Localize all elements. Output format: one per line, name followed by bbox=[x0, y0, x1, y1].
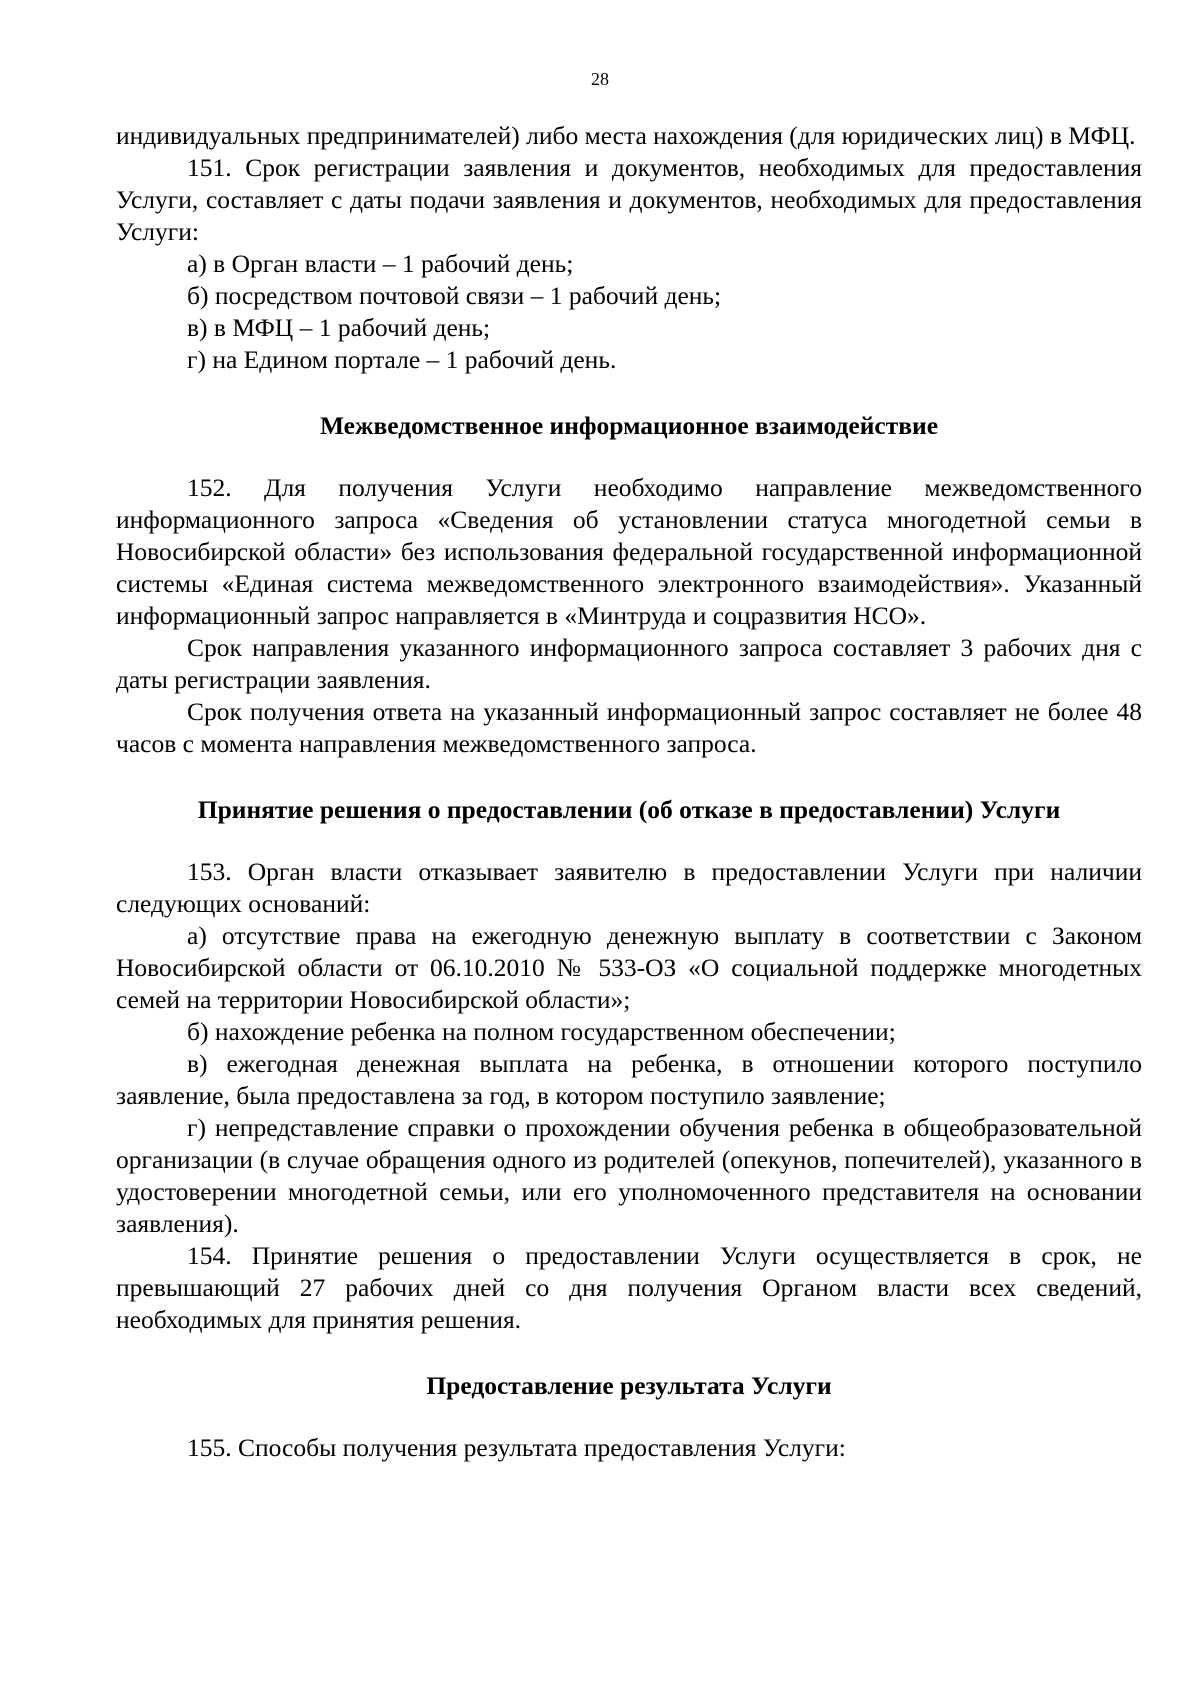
section-heading-decision: Принятие решения о предоставлении (об отказе в предоставлении) Услуги bbox=[197, 795, 1061, 824]
section-heading-interagency: Межведомственное информационное взаимодействие bbox=[319, 411, 939, 440]
paragraph-151: 151. Срок регистрации заявления и документов, необходимых для предоставления Услуги, составляет с даты подачи заявления и документов, необходимых для предоставления Услуги: bbox=[116, 153, 1142, 246]
paragraph-continuation: индивидуальных предпринимателей) либо места нахождения (для юридических лиц) в МФЦ. bbox=[116, 121, 1136, 150]
section-heading-result: Предоставление результата Услуги bbox=[426, 1371, 832, 1400]
list-item-153-a: а) отсутствие права на ежегодную денежную выплату в соответствии с Законом Новосибирской области от 06.10.2010 № 533-ОЗ «О социальной поддержке многодетных семей на территории Новосибирской области»; bbox=[116, 921, 1142, 1014]
list-item-153-v: в) ежегодная денежная выплата на ребенка, в отношении которого поступило заявление, была предоставлена за год, в котором поступило заявление; bbox=[116, 1049, 1142, 1110]
paragraph-155: 155. Способы получения результата предоставления Услуги: bbox=[187, 1433, 846, 1462]
paragraph-152-term-send: Срок направления указанного информационного запроса составляет 3 рабочих дня с даты регистрации заявления. bbox=[116, 633, 1142, 694]
list-item-153-g: г) непредставление справки о прохождении обучения ребенка в общеобразовательной организации (в случае обращения одного из родителей (опекунов, попечителей), указанного в удостоверении многодетной семьи, или его уполномоченного представителя на основании заявления). bbox=[116, 1113, 1142, 1238]
paragraph-154: 154. Принятие решения о предоставлении Услуги осуществляется в срок, не превышающий 27 рабочих дней со дня получения Органом власти всех сведений, необходимых для принятия решения. bbox=[116, 1241, 1142, 1334]
paragraph-152: 152. Для получения Услуги необходимо направление межведомственного информационного запроса «Сведения об установлении статуса многодетной семьи в Новосибирской области» без использования федеральной государственной информационной системы «Единая система межведомственного электронного взаимодействия». Указанный информационный запрос направляется в «Минтруда и соцразвития НСО». bbox=[116, 473, 1142, 630]
paragraph-153: 153. Орган власти отказывает заявителю в предоставлении Услуги при наличии следующих оснований: bbox=[116, 857, 1142, 918]
list-item-151-v: в) в МФЦ – 1 рабочий день; bbox=[187, 313, 491, 342]
list-item-153-b: б) нахождение ребенка на полном государственном обеспечении; bbox=[187, 1017, 896, 1046]
list-item-151-a: а) в Орган власти – 1 рабочий день; bbox=[187, 249, 574, 278]
paragraph-152-term-response: Срок получения ответа на указанный информационный запрос составляет не более 48 часов с момента направления межведомственного запроса. bbox=[116, 697, 1142, 758]
document-body bbox=[116, 120, 1142, 1464]
page-number: 28 bbox=[591, 69, 609, 89]
list-item-151-g: г) на Едином портале – 1 рабочий день. bbox=[187, 345, 617, 374]
list-item-151-b: б) посредством почтовой связи – 1 рабочий день; bbox=[187, 281, 722, 310]
